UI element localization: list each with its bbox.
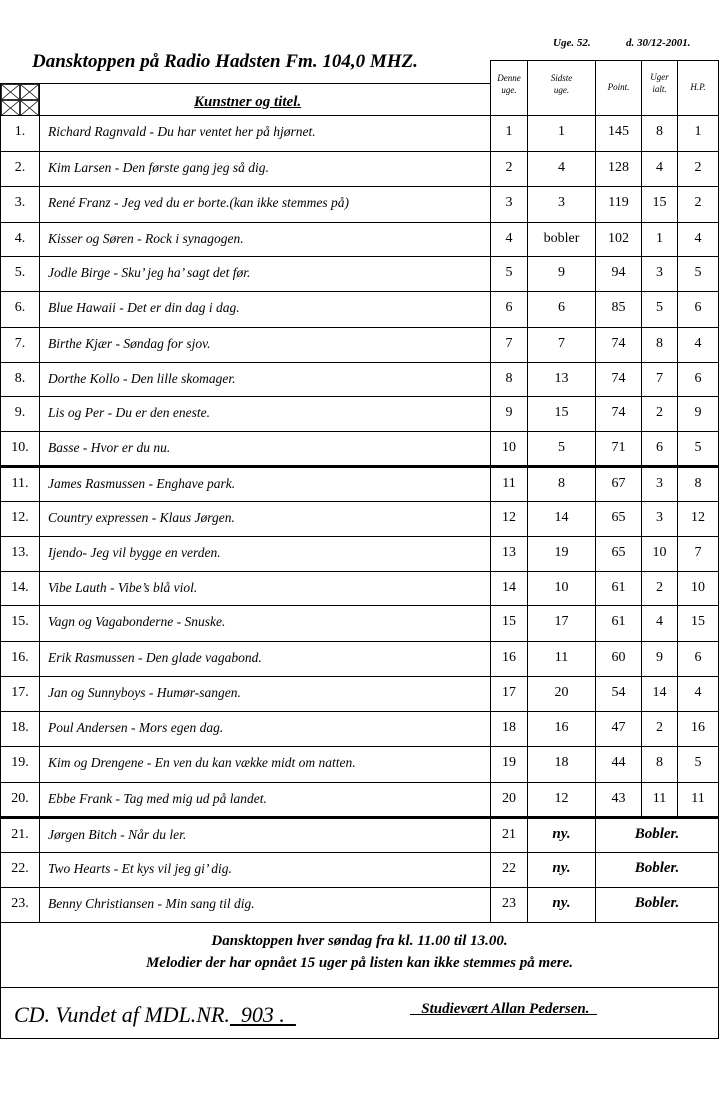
new-entry-cell: ny.	[552, 895, 571, 911]
song-cell: Jan og Sunnyboys - Humør-sangen.	[48, 685, 241, 700]
points-cell: 102	[608, 231, 629, 246]
footer-schedule: Dansktoppen hver søndag fra kl. 11.00 til 13.00.	[211, 933, 508, 949]
table-row	[0, 362, 719, 397]
table-row	[0, 431, 719, 466]
points-cell: 94	[611, 265, 626, 280]
this-week-cell: 3	[505, 195, 513, 210]
table-row	[0, 605, 719, 640]
hp-cell: 6	[694, 650, 702, 665]
chart-date: d. 30/12-2001.	[626, 37, 691, 49]
weeks-total-cell: 6	[656, 440, 663, 455]
bubbler-label-cell: Bobler.	[634, 826, 680, 842]
rank-cell: 5.	[14, 265, 26, 280]
song-cell: Jørgen Bitch - Når du ler.	[48, 827, 187, 842]
this-week-cell: 12	[502, 510, 516, 525]
song-cell: Kim Larsen - Den første gang jeg så dig.	[48, 160, 269, 175]
song-cell: Blue Hawaii - Det er din dag i dag.	[48, 300, 240, 315]
last-week-cell: 16	[554, 720, 569, 735]
bubbler-label-cell: Bobler.	[634, 895, 680, 911]
hp-cell: 15	[691, 614, 705, 629]
weeks-total-cell: 2	[656, 405, 663, 420]
column-header-this-week	[491, 72, 527, 96]
last-week-cell: 7	[558, 336, 565, 351]
weeks-total-cell: 5	[656, 300, 663, 315]
hp-cell: 11	[691, 791, 705, 806]
weeks-total-cell: 2	[656, 720, 663, 735]
weeks-total-cell: 14	[652, 685, 667, 700]
table-row	[0, 571, 719, 606]
column-header-points: Point.	[607, 82, 630, 92]
table-row	[0, 676, 719, 711]
table-row	[0, 222, 719, 257]
cd-number-value: 903 .	[240, 1002, 285, 1027]
weeks-total-cell: 8	[656, 755, 663, 770]
table-row	[0, 151, 719, 186]
hp-cell: 10	[691, 580, 705, 595]
points-cell: 61	[611, 614, 626, 629]
rank-cell: 22.	[11, 861, 29, 876]
weeks-total-cell: 3	[656, 510, 663, 525]
points-cell: 61	[611, 580, 626, 595]
weeks-total-cell: 10	[652, 545, 667, 560]
last-week-cell: 18	[554, 755, 569, 770]
this-week-cell: 5	[505, 265, 513, 280]
table-row	[0, 536, 719, 571]
points-cell: 71	[611, 440, 626, 455]
last-week-label-1: Sidste	[550, 73, 573, 83]
last-week-cell: 19	[554, 545, 569, 560]
studio-host-text: Studievært Allan Pedersen.	[421, 1001, 590, 1017]
rank-cell: 10.	[11, 440, 29, 455]
hp-cell: 4	[694, 336, 702, 351]
points-cell: 74	[611, 371, 626, 386]
points-cell: 67	[611, 476, 626, 491]
table-row	[0, 291, 719, 326]
hp-cell: 5	[694, 440, 702, 455]
points-cell: 44	[611, 755, 626, 770]
this-week-cell: 22	[502, 861, 516, 876]
song-cell: Poul Andersen - Mors egen dag.	[48, 720, 224, 735]
horizontal-rule	[0, 987, 719, 988]
rank-cell: 11.	[11, 476, 29, 491]
rank-cell: 23.	[11, 896, 29, 911]
hp-cell: 16	[691, 720, 705, 735]
last-week-cell: 8	[558, 476, 565, 491]
horizontal-rule	[0, 922, 719, 923]
this-week-cell: 15	[502, 614, 516, 629]
weeks-total-cell: 9	[656, 650, 663, 665]
rank-cell: 3.	[14, 195, 26, 210]
this-week-cell: 18	[502, 720, 516, 735]
last-week-cell: 13	[554, 371, 569, 386]
song-cell: Ebbe Frank - Tag med mig ud på landet.	[48, 791, 267, 806]
song-cell: René Franz - Jeg ved du er borte.(kan ikke stemmes på)	[48, 195, 350, 210]
hp-cell: 6	[694, 300, 702, 315]
this-week-cell: 17	[502, 685, 516, 700]
hp-cell: 2	[694, 195, 702, 210]
points-cell: 60	[611, 650, 626, 665]
rank-cell: 1.	[14, 124, 26, 139]
points-cell: 74	[611, 405, 626, 420]
rank-cell: 8.	[14, 371, 26, 386]
weeks-total-cell: 15	[652, 195, 667, 210]
table-row	[0, 115, 719, 150]
last-week-cell: 20	[554, 685, 569, 700]
points-cell: 145	[608, 124, 629, 139]
hp-cell: 5	[694, 755, 702, 770]
points-cell: 43	[611, 791, 626, 806]
this-week-cell: 21	[502, 827, 516, 842]
this-week-cell: 2	[505, 160, 513, 175]
last-week-cell: 9	[558, 265, 565, 280]
weeks-total-cell: 4	[656, 614, 663, 629]
last-week-cell: 3	[558, 195, 565, 210]
this-week-cell: 1	[505, 124, 513, 139]
column-header-artist-title: Kunstner og titel.	[194, 94, 302, 110]
this-week-cell: 7	[505, 336, 513, 351]
column-header-weeks-total	[642, 71, 677, 95]
song-cell: Vibe Lauth - Vibe’s blå viol.	[48, 580, 198, 595]
table-row	[0, 256, 719, 291]
new-entry-cell: ny.	[552, 860, 571, 876]
song-cell: Vagn og Vagabonderne - Snuske.	[48, 614, 226, 629]
rank-cell: 19.	[11, 755, 29, 770]
rank-cell: 18.	[11, 720, 29, 735]
hp-cell: 7	[694, 545, 702, 560]
points-cell: 47	[611, 720, 626, 735]
column-header-last-week	[528, 72, 595, 96]
song-cell: Richard Ragnvald - Du har ventet her på hjørnet.	[48, 124, 316, 139]
rank-cell: 7.	[14, 336, 26, 351]
weeks-total-cell: 8	[656, 336, 663, 351]
bubbler-label-cell: Bobler.	[634, 860, 680, 876]
hp-cell: 12	[691, 510, 705, 525]
points-cell: 54	[611, 685, 626, 700]
song-cell: James Rasmussen - Enghave park.	[48, 476, 236, 491]
rank-cell: 16.	[11, 650, 29, 665]
points-cell: 65	[611, 545, 626, 560]
points-cell: 74	[611, 336, 626, 351]
bubbler-row	[0, 818, 719, 853]
weeks-label-2: ialt.	[652, 84, 667, 94]
points-cell: 85	[611, 300, 626, 315]
studio-host	[410, 1001, 597, 1018]
table-row	[0, 501, 719, 536]
this-week-cell: 19	[502, 755, 516, 770]
weeks-total-cell: 11	[652, 791, 667, 806]
rank-cell: 13.	[11, 545, 29, 560]
weeks-total-cell: 7	[656, 371, 663, 386]
table-row	[0, 396, 719, 431]
points-cell: 119	[608, 195, 629, 210]
weeks-total-cell: 8	[656, 124, 663, 139]
rank-cell: 6.	[14, 300, 26, 315]
last-week-cell: 6	[558, 300, 565, 315]
rank-cell: 15.	[11, 614, 29, 629]
song-cell: Dorthe Kollo - Den lille skomager.	[48, 371, 236, 386]
song-cell: Kisser og Søren - Rock i synagogen.	[48, 231, 244, 246]
rank-cell: 14.	[11, 580, 29, 595]
hp-cell: 2	[694, 160, 702, 175]
last-week-cell: bobler	[543, 231, 580, 246]
table-row	[0, 467, 719, 502]
column-header-hp: H.P.	[690, 82, 706, 92]
rank-cell: 9.	[14, 405, 26, 420]
header-crossed-boxes	[1, 84, 39, 116]
rank-cell: 20.	[11, 791, 29, 806]
last-week-cell: 4	[558, 160, 565, 175]
last-week-cell: 17	[554, 614, 569, 629]
weeks-total-cell: 4	[656, 160, 663, 175]
table-row	[0, 711, 719, 746]
cd-winner-number	[230, 1002, 296, 1027]
song-cell: Kim og Drengene - En ven du kan vække midt om natten.	[48, 755, 356, 770]
points-cell: 65	[611, 510, 626, 525]
hp-cell: 9	[694, 405, 702, 420]
this-week-cell: 11	[502, 476, 516, 491]
table-row	[0, 782, 719, 817]
footer-rule-note: Melodier der har opnået 15 uger på listen kan ikke stemmes på mere.	[145, 955, 574, 971]
weeks-total-cell: 3	[656, 265, 663, 280]
this-week-cell: 4	[505, 231, 513, 246]
rank-cell: 12.	[11, 510, 29, 525]
page-title: Dansktoppen på Radio Hadsten Fm. 104,0 MHZ.	[32, 51, 418, 72]
last-week-cell: 1	[558, 124, 565, 139]
hp-cell: 5	[694, 265, 702, 280]
last-week-cell: 14	[554, 510, 569, 525]
this-week-label-1: Denne	[497, 73, 521, 83]
table-row	[0, 186, 719, 221]
bubbler-row	[0, 852, 719, 887]
song-cell: Two Hearts - Et kys vil jeg gi’ dig.	[48, 861, 232, 876]
hp-cell: 8	[694, 476, 702, 491]
last-week-cell: 5	[558, 440, 565, 455]
this-week-cell: 14	[502, 580, 516, 595]
weeks-label-1: Uger	[650, 72, 669, 82]
weeks-total-cell: 1	[656, 231, 663, 246]
song-cell: Country expressen - Klaus Jørgen.	[48, 510, 235, 525]
this-week-cell: 9	[505, 405, 513, 420]
this-week-cell: 8	[505, 371, 513, 386]
cd-winner-label: CD. Vundet af MDL.NR.	[14, 1002, 230, 1027]
rank-cell: 4.	[14, 231, 26, 246]
hp-cell: 1	[694, 124, 702, 139]
last-week-label-2: uge.	[553, 85, 570, 95]
song-cell: Erik Rasmussen - Den glade vagabond.	[48, 650, 262, 665]
table-row	[0, 746, 719, 781]
this-week-cell: 20	[502, 791, 516, 806]
weeks-total-cell: 3	[656, 476, 663, 491]
song-cell: Basse - Hvor er du nu.	[48, 440, 171, 455]
song-cell: Benny Christiansen - Min sang til dig.	[48, 896, 255, 911]
this-week-label-2: uge.	[501, 85, 517, 95]
new-entry-cell: ny.	[552, 826, 571, 842]
last-week-cell: 11	[554, 650, 569, 665]
points-cell: 128	[608, 160, 629, 175]
hp-cell: 4	[694, 685, 702, 700]
rank-cell: 2.	[14, 160, 26, 175]
table-row	[0, 641, 719, 676]
cd-winner	[14, 1002, 296, 1028]
last-week-cell: 10	[554, 580, 569, 595]
hp-cell: 6	[694, 371, 702, 386]
this-week-cell: 6	[505, 300, 513, 315]
rank-cell: 21.	[11, 827, 29, 842]
table-row	[0, 327, 719, 362]
bubbler-row	[0, 887, 719, 922]
hp-cell: 4	[694, 231, 702, 246]
weeks-total-cell: 2	[656, 580, 663, 595]
song-cell: Birthe Kjær - Søndag for sjov.	[48, 336, 211, 351]
this-week-cell: 16	[502, 650, 516, 665]
this-week-cell: 13	[502, 545, 516, 560]
last-week-cell: 12	[554, 791, 569, 806]
song-cell: Lis og Per - Du er den eneste.	[48, 405, 210, 420]
rank-cell: 17.	[11, 685, 29, 700]
horizontal-rule	[0, 83, 490, 84]
this-week-cell: 23	[502, 896, 516, 911]
horizontal-rule	[0, 1038, 719, 1039]
song-cell: Ijendo- Jeg vil bygge en verden.	[48, 545, 221, 560]
week-number: Uge. 52.	[553, 37, 591, 49]
horizontal-rule	[490, 60, 719, 61]
last-week-cell: 15	[554, 405, 569, 420]
song-cell: Jodle Birge - Sku’ jeg ha’ sagt det før.	[48, 265, 251, 280]
this-week-cell: 10	[502, 440, 516, 455]
crossed-boxes-icon	[1, 84, 39, 116]
